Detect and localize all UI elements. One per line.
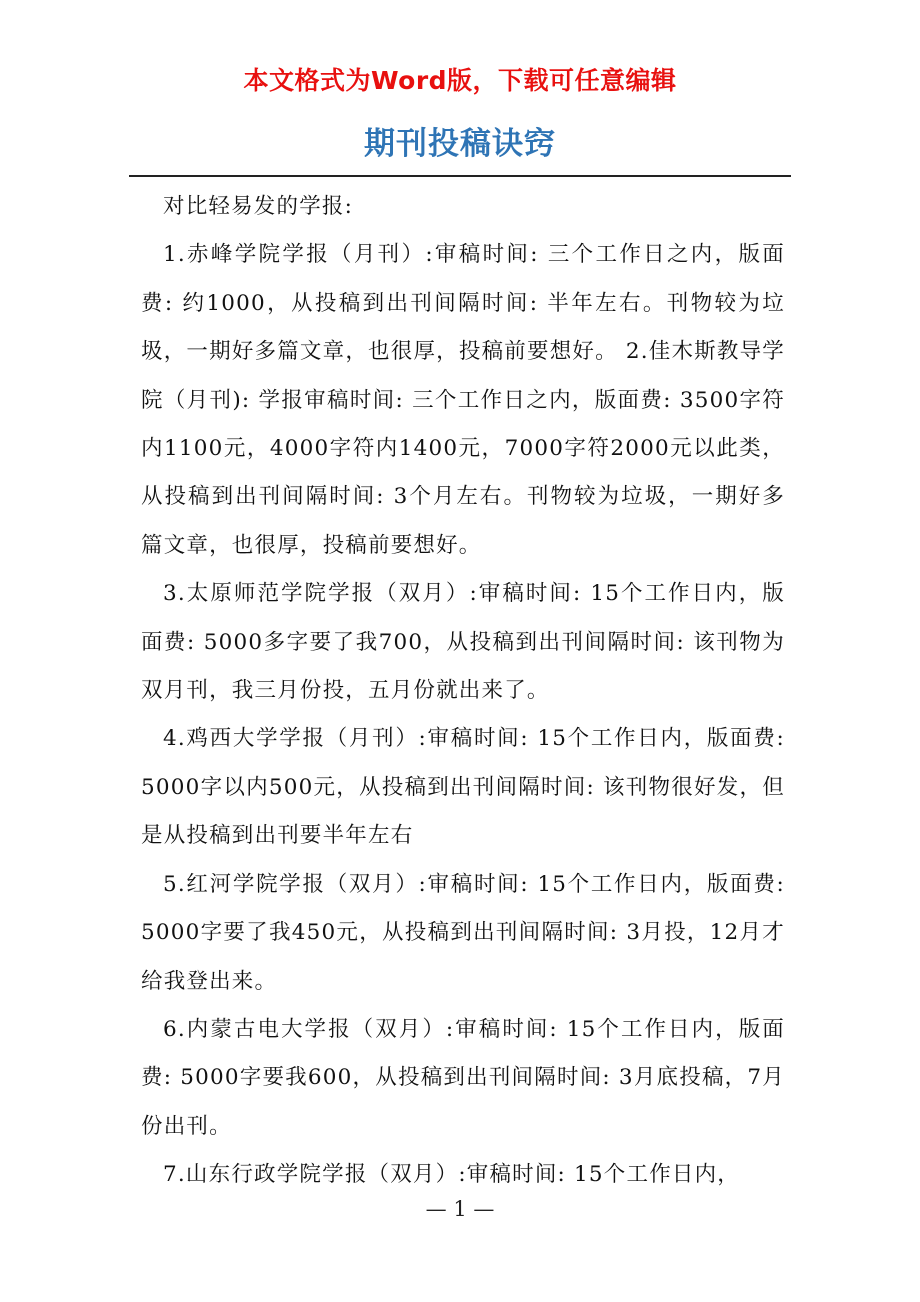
document-body [141,183,785,1200]
paragraph-6: 6.内蒙古电大学报（双月）:审稿时间: 15个工作日内，版面费: 5000字要我600，从投稿到出刊间隔时间: 3月底投稿，7月份出刊。 [141,1016,785,1139]
paragraph-4: 4.鸡西大学学报（月刊）:审稿时间: 15个工作日内，版面费: 5000字以内500元，从投稿到出刊间隔时间: 该刊物很好发，但是从投稿到出刊要半年左右 [141,726,785,849]
format-banner: 本文格式为Word版，下载可任意编辑 [243,66,677,95]
paragraph-intro: 对比轻易发的学报: [163,194,354,219]
title-divider [129,175,791,177]
paragraph-3: 3.太原师范学院学报（双月）:审稿时间: 15个工作日内，版面费: 5000多字要了我700，从投稿到出刊间隔时间: 该刊物为双月刊，我三月份投，五月份就出来了。 [141,581,785,704]
paragraph-1: 1.赤峰学院学报（月刊）:审稿时间: 三个工作日之内，版面费: 约1000，从投稿到出刊间隔时间: 半年左右。刊物较为垃圾，一期好多篇文章，也很厚，投稿前要想好。 2.佳木斯教导学院（月刊): 学报审稿时间: 三个工作日之内，版面费: 3500字符内1100元，4000字符内1400元，7000字符2000元以此类，从投稿到出刊间隔时间: 3个月左右。刊物较为垃圾，一期好多篇文章，也很厚，投稿前要想好。 [141,242,785,558]
paragraph-5: 5.红河学院学报（双月）:审稿时间: 15个工作日内，版面费: 5000字要了我450元，从投稿到出刊间隔时间: 3月投，12月才给我登出来。 [141,871,785,994]
page-number: — 1 — [425,1197,495,1221]
paragraph-7: 7.山东行政学院学报（双月）:审稿时间: 15个工作日内， [163,1162,740,1188]
document-title: 期刊投稿诀窍 [364,126,556,162]
